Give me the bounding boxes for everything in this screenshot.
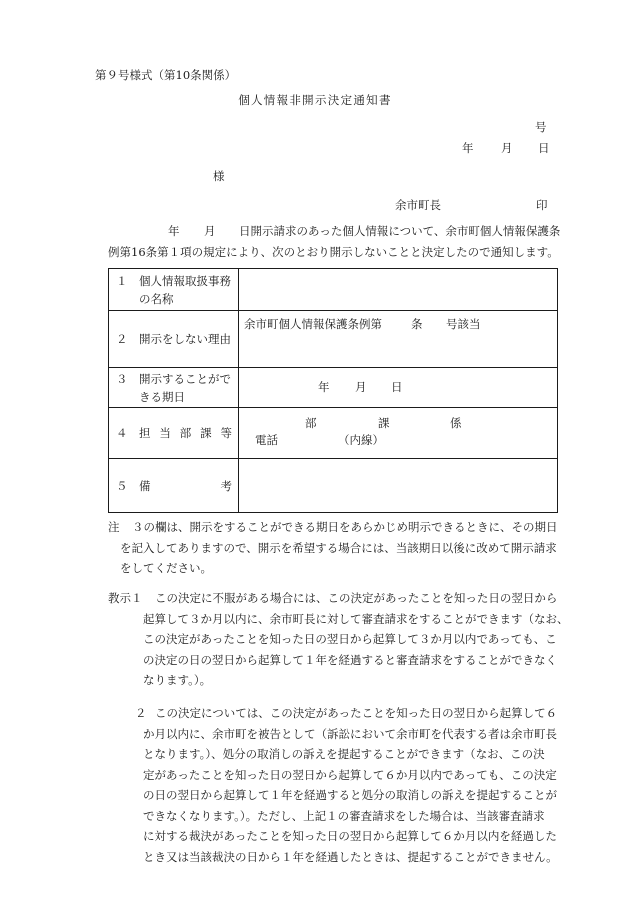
document-number-suffix: 号 [535,120,547,134]
row-label-line: きる期日 [139,389,185,404]
document-title: 個人情報非開示決定通知書 [238,93,392,107]
row-number: ２ [116,332,128,346]
instruction-line: この決定については、この決定があったことを知った日の翌日から起算して６ [155,706,558,720]
issue-date-year: 年 [462,141,474,155]
disclosure-date-year: 年 [318,380,330,394]
table-row [109,367,557,407]
row-value-cell [239,368,557,407]
reason-article: 条 [411,317,423,331]
row-label [139,370,231,406]
row-value-cell [239,311,557,367]
reason-ordinance: 余市町個人情報保護条例第 [244,317,382,331]
intro-line: 例第16条第１項の規定により、次のとおり開示しないことと決定したので通知します。 [108,245,559,259]
row-label [139,272,231,308]
decision-table [108,268,558,513]
row-number: ３ [116,371,128,386]
contact-unit: 係 [450,416,462,430]
request-date-year: 年 [168,224,180,238]
sender-name: 余市町長 [395,198,441,212]
disclosure-date-month: 月 [355,380,367,394]
row-label-cell [109,368,239,407]
issue-date-day: 日 [538,141,550,155]
row-label-cell [109,408,239,458]
row-label [139,330,231,348]
disclosure-date-day: 日 [391,380,403,394]
contact-phone-label: 電話 [255,433,278,447]
instruction-line: となります。）、処分の取消しの訴えを提起することができます（なお、この決 [143,747,545,761]
instruction-line: この決定があったことを知った日の翌日から起算して３か月以内であっても、こ [143,632,557,646]
reason-item: 号該当 [446,317,481,331]
instruction-line: とき又は当該裁決の日から１年を経過したときは、提起することができません。 [143,849,558,864]
note-line: を記入してありますので、開示を希望する場合には、当該期日以後に改めて開示請求 [120,541,557,555]
row-label: 備考 [139,478,232,493]
row-label-line: 個人情報取扱事務 [139,273,231,288]
row-label-cell [109,311,239,367]
intro-line: 日開示請求のあった個人情報について、余市町個人情報保護条 [239,224,561,238]
row-label-cell [109,459,239,512]
instruction-line: に対する裁決があったことを知った日の翌日から起算して６か月以内を経過した [143,829,557,843]
issue-date-month: 月 [501,141,513,155]
row-number: ４ [116,426,128,440]
instruction-line: 定があったことを知った日の翌日から起算して６か月以内であっても、この決定 [143,767,557,782]
row-label: 担当部課等 [139,426,232,440]
row-number: １ [116,273,128,288]
seal-mark: 印 [536,198,548,212]
contact-extension-label: （内線） [338,433,384,447]
row-label-line: 開示をしない理由 [139,332,231,346]
row-label-cell [109,269,239,310]
table-row [109,269,557,310]
row-label-line: 開示することがで [139,371,231,386]
note-line: ３の欄は、開示をすることができる期日をあらかじめ明示できるときに、その期日 [132,520,558,534]
row-value-cell [239,459,557,512]
row-value-cell [239,408,557,458]
instruction-line: の日の翌日から起算して１年を経過すると処分の取消しの訴えを提起することが [143,788,557,802]
instruction-line: この決定に不服がある場合には、この決定があったことを知った日の翌日から [155,591,558,605]
instruction-line: できなくなります。）。ただし、上記１の審査請求をした場合は、当該審査請求 [143,808,545,823]
table-row [109,407,557,458]
instruction-line: か月以内に、余市町を被告として（訴訟において余市町を代表する者は余市町長 [143,726,557,741]
addressee-suffix: 様 [213,169,225,183]
note-line: をしてください。 [120,561,212,575]
form-number: 第９号様式（第10条関係） [95,68,237,82]
contact-department: 部 [305,416,317,430]
instruction-label: ２ [135,706,147,720]
instruction-line: 起算して３か月以内に、余市町長に対して審査請求をすることができます（なお、 [143,611,569,626]
row-value-cell [239,269,557,310]
table-row [109,310,557,367]
instruction-line: なります。）。 [143,673,212,687]
table-row [109,458,557,512]
contact-section: 課 [378,416,390,430]
request-date-month: 月 [204,224,216,238]
instruction-line: の決定の日の翌日から起算して１年を経過すると審査請求をすることができなく [143,652,557,667]
row-number: ５ [116,478,128,493]
instruction-label: 教示１ [108,591,143,605]
note-label: 注 [108,520,120,534]
row-label-line: の名称 [139,291,174,306]
